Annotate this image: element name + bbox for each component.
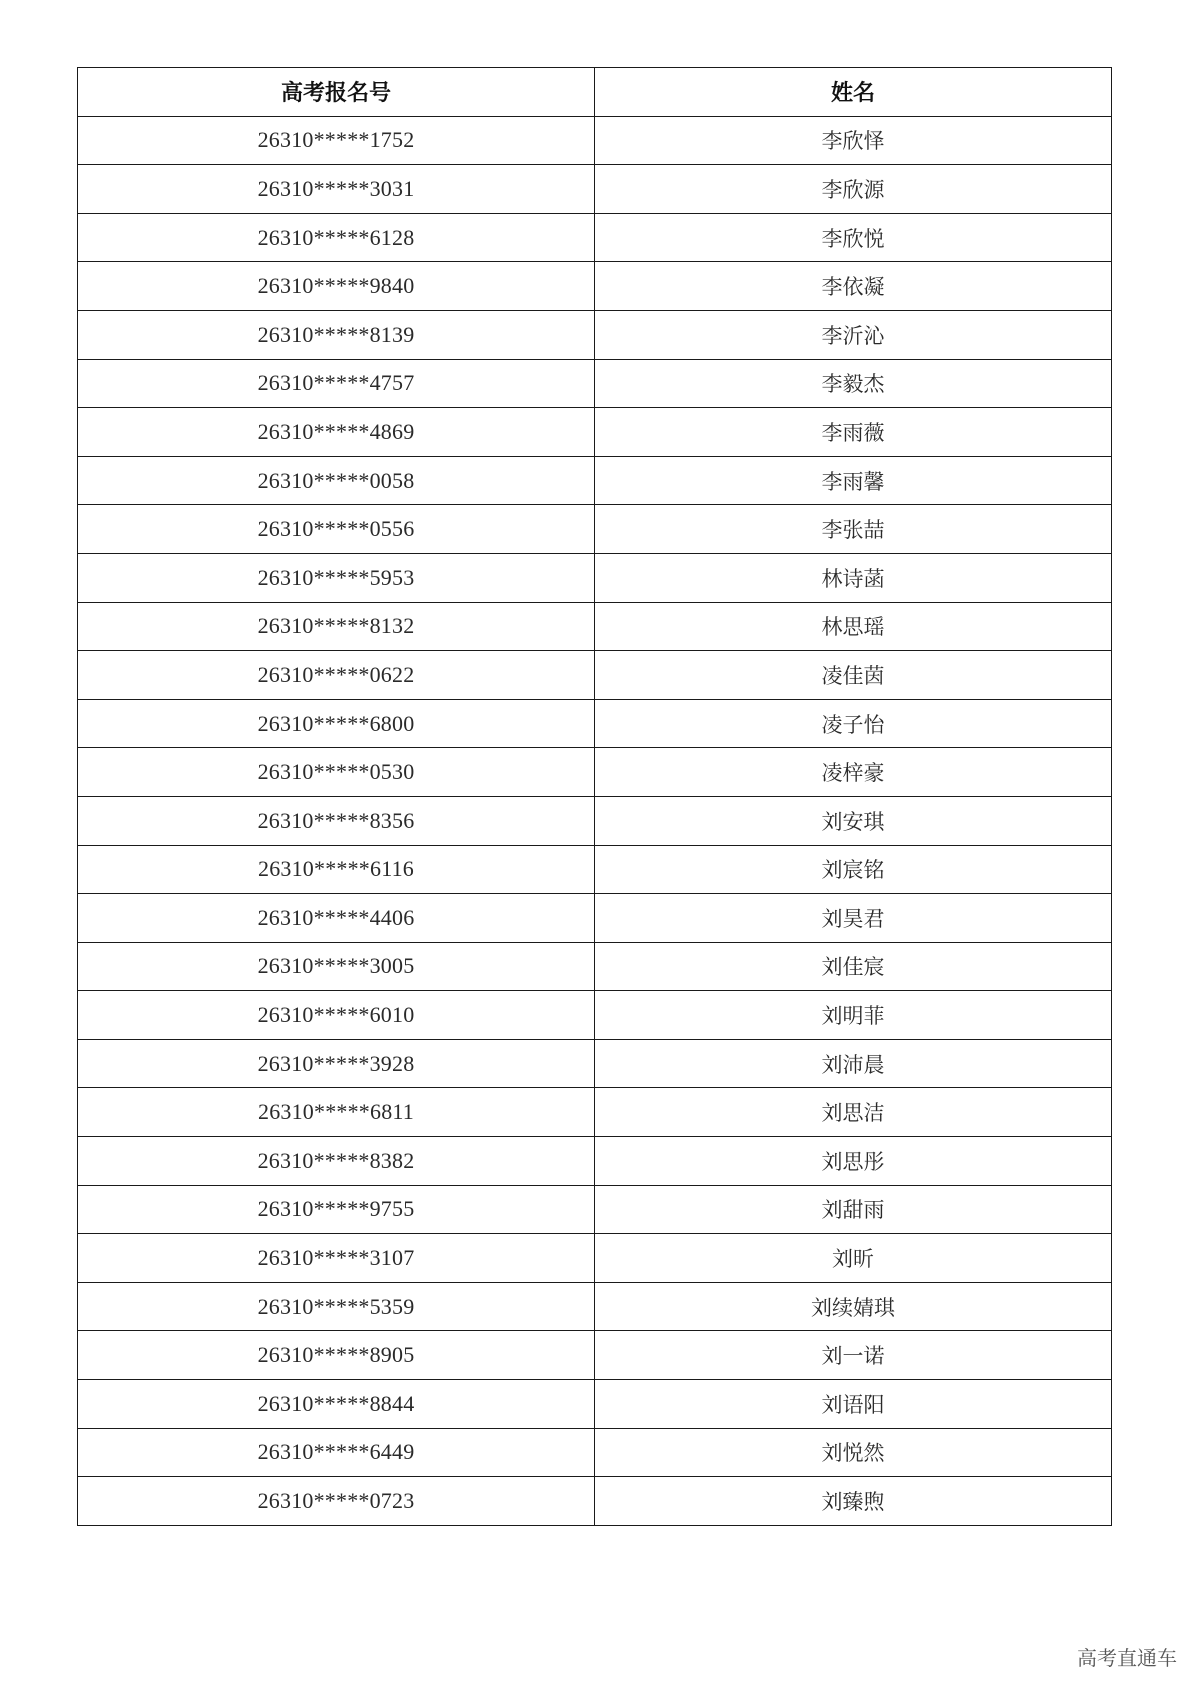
exam-id-cell: 26310*****1752 — [78, 116, 595, 165]
table-row — [78, 602, 1112, 651]
exam-id-cell: 26310*****0058 — [78, 456, 595, 505]
roster-table-container — [77, 67, 1111, 1526]
exam-id-cell: 26310*****0723 — [78, 1477, 595, 1526]
table-row — [78, 456, 1112, 505]
exam-id-cell: 26310*****0622 — [78, 651, 595, 700]
student-name-cell: 刘明菲 — [595, 991, 1112, 1040]
table-row — [78, 553, 1112, 602]
student-name-cell: 刘昕 — [595, 1234, 1112, 1283]
table-row — [78, 796, 1112, 845]
student-name-cell: 刘思彤 — [595, 1137, 1112, 1186]
student-name-cell: 李张喆 — [595, 505, 1112, 554]
exam-id-cell: 26310*****0530 — [78, 748, 595, 797]
student-name-cell: 刘语阳 — [595, 1380, 1112, 1429]
table-row — [78, 699, 1112, 748]
exam-id-cell: 26310*****8905 — [78, 1331, 595, 1380]
student-name-cell: 林诗菡 — [595, 553, 1112, 602]
student-name-cell: 李沂沁 — [595, 310, 1112, 359]
table-row — [78, 1331, 1112, 1380]
student-name-cell: 刘思洁 — [595, 1088, 1112, 1137]
student-name-cell: 李欣悦 — [595, 213, 1112, 262]
exam-id-cell: 26310*****8382 — [78, 1137, 595, 1186]
student-name-cell: 李欣源 — [595, 165, 1112, 214]
table-row — [78, 1185, 1112, 1234]
table-row — [78, 894, 1112, 943]
exam-id-cell: 26310*****5953 — [78, 553, 595, 602]
table-row — [78, 1477, 1112, 1526]
exam-id-cell: 26310*****6811 — [78, 1088, 595, 1137]
column-header-name: 姓名 — [595, 68, 1112, 117]
student-name-cell: 刘安琪 — [595, 796, 1112, 845]
student-name-cell: 刘续婧琪 — [595, 1282, 1112, 1331]
exam-id-cell: 26310*****6800 — [78, 699, 595, 748]
column-header-exam-id: 高考报名号 — [78, 68, 595, 117]
exam-id-cell: 26310*****4406 — [78, 894, 595, 943]
exam-id-cell: 26310*****0556 — [78, 505, 595, 554]
student-name-cell: 凌子怡 — [595, 699, 1112, 748]
student-name-cell: 刘甜雨 — [595, 1185, 1112, 1234]
exam-id-cell: 26310*****3107 — [78, 1234, 595, 1283]
student-name-cell: 李欣怿 — [595, 116, 1112, 165]
student-name-cell: 凌梓豪 — [595, 748, 1112, 797]
table-row — [78, 359, 1112, 408]
exam-id-cell: 26310*****3005 — [78, 942, 595, 991]
table-body — [78, 116, 1112, 1525]
student-name-cell: 李毅杰 — [595, 359, 1112, 408]
exam-id-cell: 26310*****8356 — [78, 796, 595, 845]
exam-id-cell: 26310*****6010 — [78, 991, 595, 1040]
watermark-text: 高考直通车 — [1077, 1646, 1177, 1670]
table-row — [78, 1428, 1112, 1477]
exam-id-cell: 26310*****6449 — [78, 1428, 595, 1477]
student-name-cell: 李雨馨 — [595, 456, 1112, 505]
exam-id-cell: 26310*****5359 — [78, 1282, 595, 1331]
table-row — [78, 116, 1112, 165]
table-row — [78, 1088, 1112, 1137]
table-row — [78, 1282, 1112, 1331]
table-row — [78, 942, 1112, 991]
student-name-cell: 刘佳宸 — [595, 942, 1112, 991]
student-name-cell: 刘沛晨 — [595, 1039, 1112, 1088]
student-name-cell: 林思瑶 — [595, 602, 1112, 651]
table-row — [78, 505, 1112, 554]
table-row — [78, 408, 1112, 457]
exam-id-cell: 26310*****8844 — [78, 1380, 595, 1429]
roster-table — [77, 67, 1112, 1526]
table-row — [78, 1137, 1112, 1186]
exam-id-cell: 26310*****9755 — [78, 1185, 595, 1234]
table-row — [78, 213, 1112, 262]
table-row — [78, 845, 1112, 894]
student-name-cell: 刘一诺 — [595, 1331, 1112, 1380]
table-row — [78, 1039, 1112, 1088]
student-name-cell: 李依凝 — [595, 262, 1112, 311]
exam-id-cell: 26310*****8132 — [78, 602, 595, 651]
student-name-cell: 刘宸铭 — [595, 845, 1112, 894]
exam-id-cell: 26310*****4757 — [78, 359, 595, 408]
exam-id-cell: 26310*****3031 — [78, 165, 595, 214]
table-row — [78, 310, 1112, 359]
exam-id-cell: 26310*****4869 — [78, 408, 595, 457]
table-row — [78, 262, 1112, 311]
student-name-cell: 刘臻煦 — [595, 1477, 1112, 1526]
exam-id-cell: 26310*****9840 — [78, 262, 595, 311]
student-name-cell: 凌佳茵 — [595, 651, 1112, 700]
table-row — [78, 165, 1112, 214]
exam-id-cell: 26310*****6116 — [78, 845, 595, 894]
student-name-cell: 刘悦然 — [595, 1428, 1112, 1477]
table-row — [78, 651, 1112, 700]
table-row — [78, 748, 1112, 797]
table-row — [78, 991, 1112, 1040]
table-header-row — [78, 68, 1112, 117]
student-name-cell: 李雨薇 — [595, 408, 1112, 457]
student-name-cell: 刘昊君 — [595, 894, 1112, 943]
table-row — [78, 1380, 1112, 1429]
exam-id-cell: 26310*****6128 — [78, 213, 595, 262]
exam-id-cell: 26310*****3928 — [78, 1039, 595, 1088]
table-row — [78, 1234, 1112, 1283]
exam-id-cell: 26310*****8139 — [78, 310, 595, 359]
